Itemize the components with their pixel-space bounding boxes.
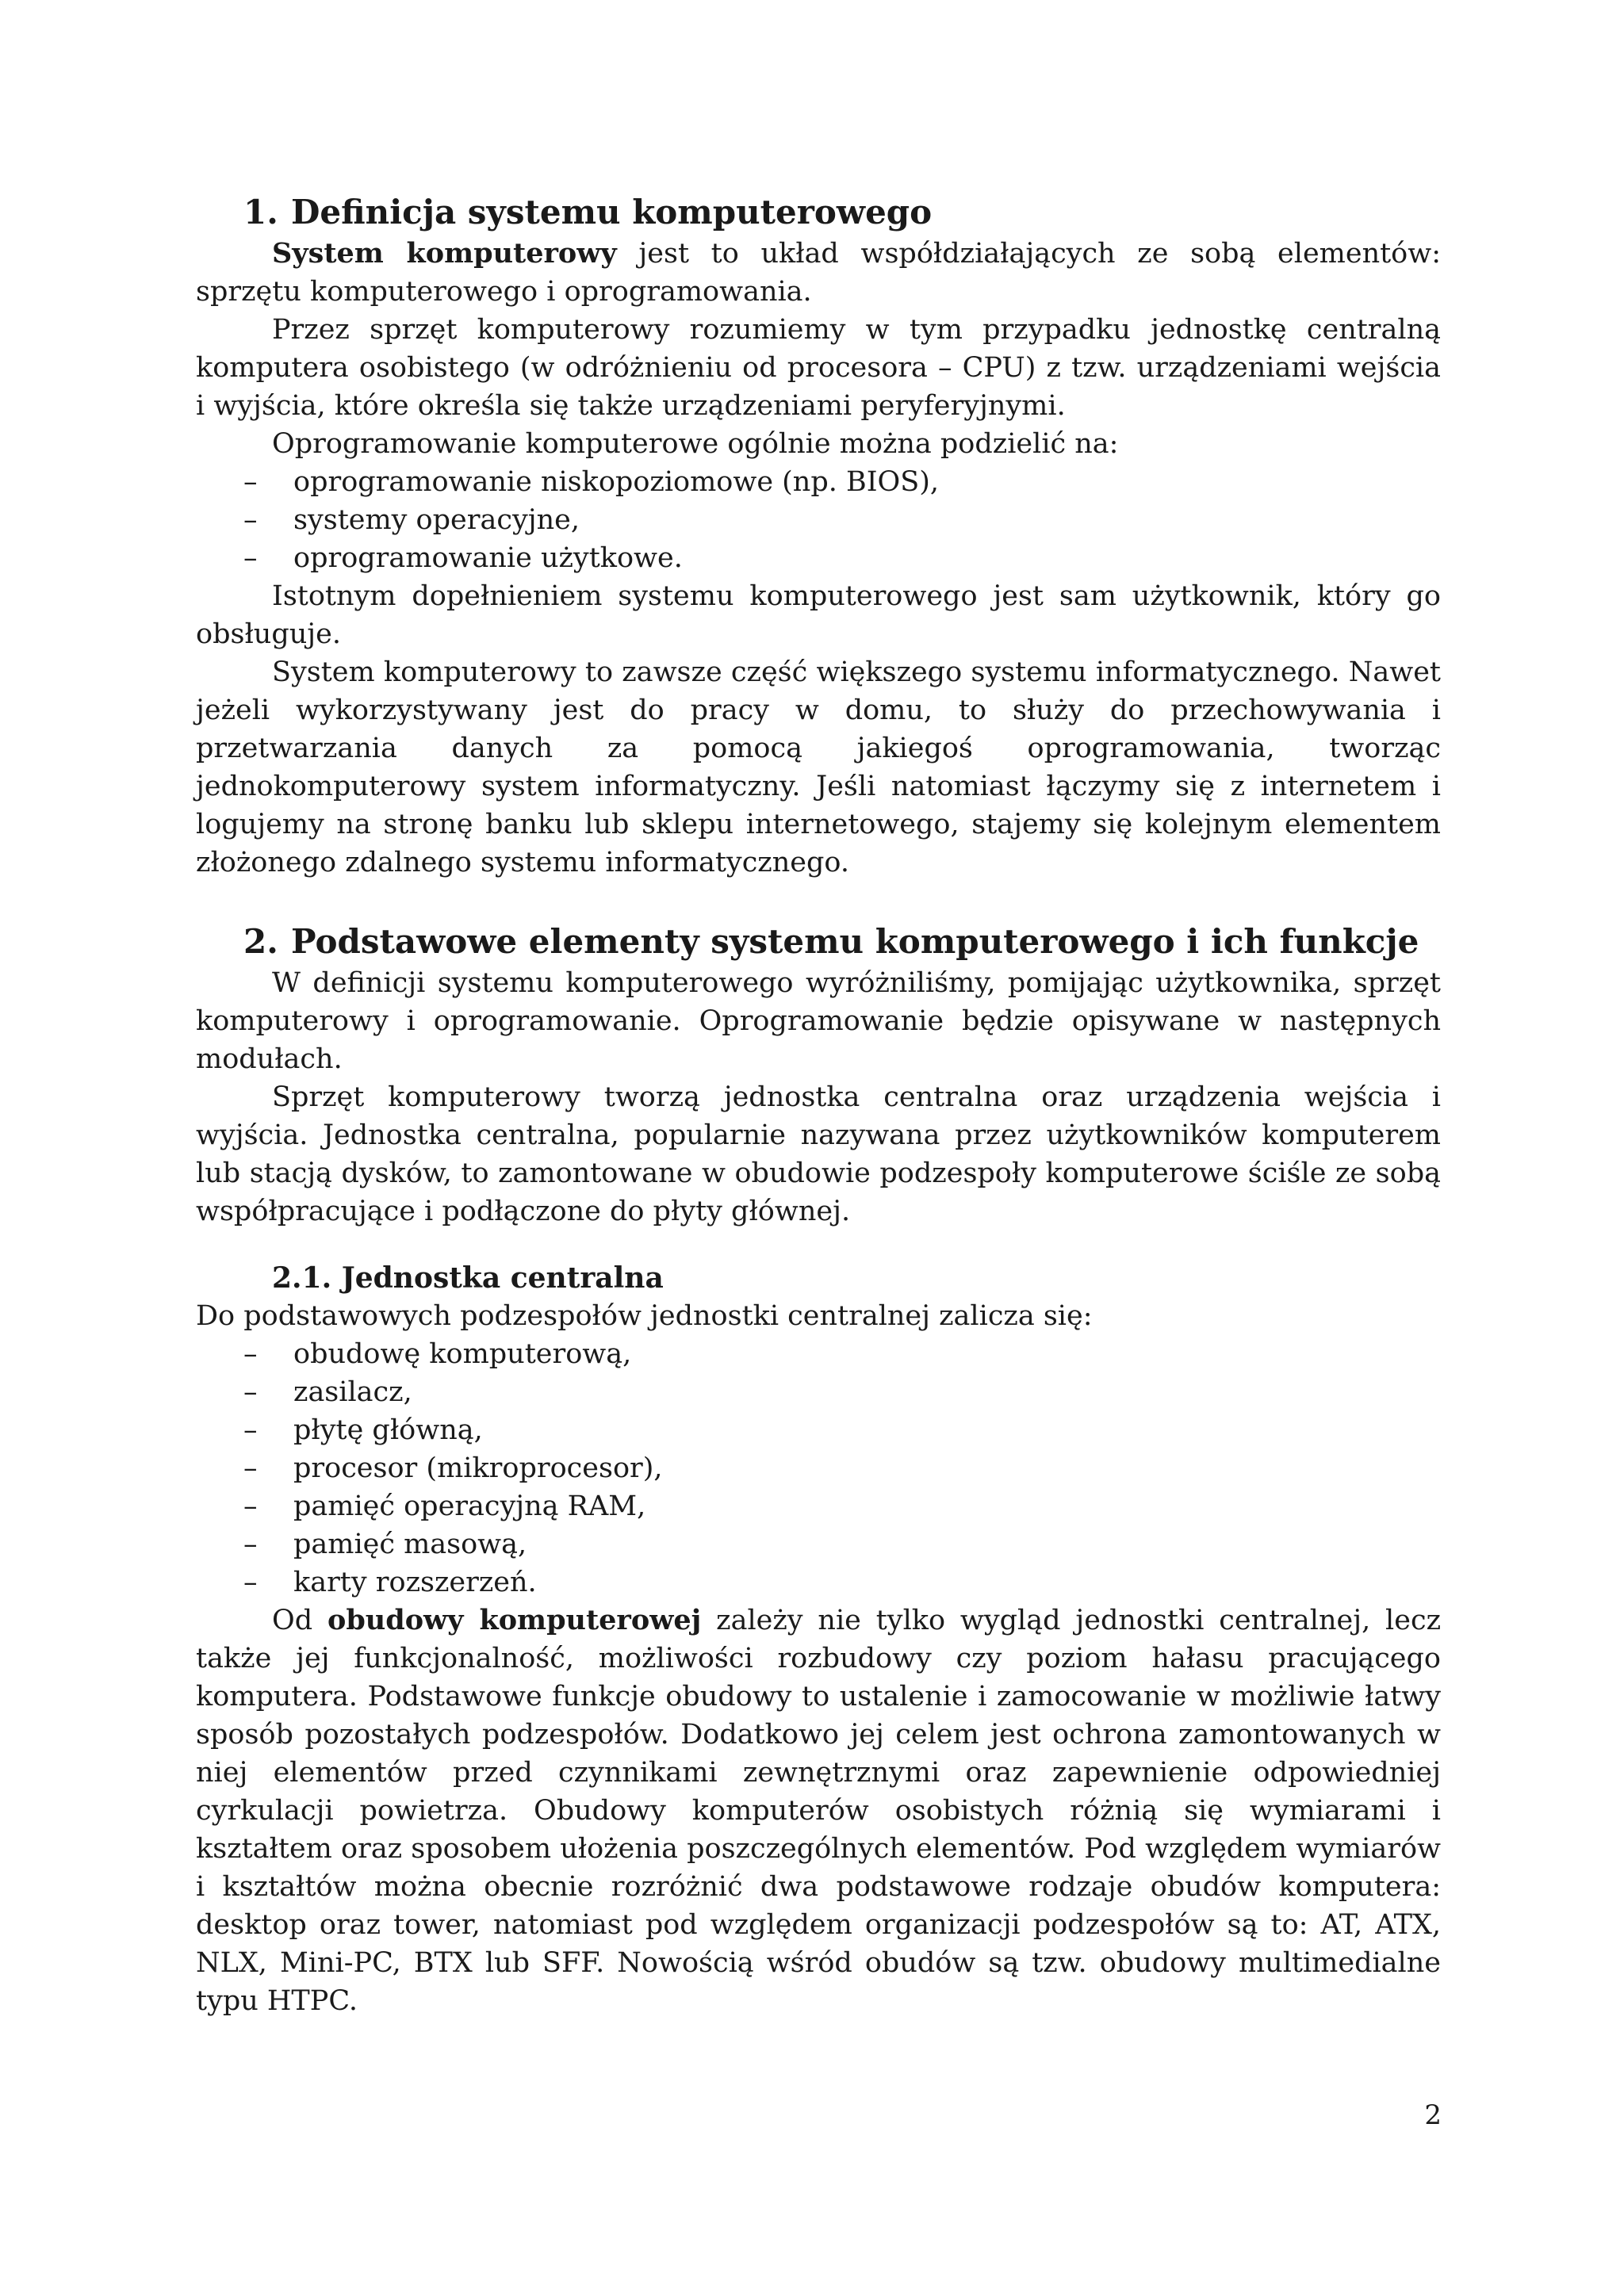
components-list: [196, 1335, 1441, 1601]
dash-marker: –: [243, 542, 258, 574]
list-item: – płytę główną,: [196, 1411, 1441, 1449]
dash-marker: –: [243, 1376, 258, 1408]
section-1-paragraph-5: System komputerowy to zawsze część większego systemu informatycznego. Nawet jeżeli wykorzystywany jest do pracy w domu, to służy do przechowywania i przetwarzania danych za pomocą jakiegoś oprogramowania, tworząc jednokomputerowy system informatyczny. Jeśli natomiast łączymy się z internetem i logujemy na stronę banku lub sklepu internetowego, stajemy się kolejnym elementem złożonego zdalnego systemu informatycznego.: [196, 656, 1441, 878]
section-1-paragraph-1: [196, 235, 1441, 311]
list-item: – obudowę komputerową,: [196, 1335, 1441, 1373]
list-item: – systemy operacyjne,: [196, 501, 1441, 539]
list-item: – procesor (mikroprocesor),: [196, 1449, 1441, 1487]
section-1-heading: [196, 190, 1441, 235]
term-obudowa-komputerowa: obudowy komputerowej: [327, 1604, 702, 1636]
spacer: [196, 882, 1441, 920]
dash-marker: –: [243, 1490, 258, 1522]
list-item: – zasilacz,: [196, 1373, 1441, 1411]
section-1-paragraph-1-text: jest to układ współdziałających ze sobą elementów: sprzętu komputerowego i oprogramowania.: [196, 238, 1441, 308]
list-item: – pamięć masową,: [196, 1525, 1441, 1563]
section-2-1-heading: 2.1. Jednostka centralna: [272, 1261, 664, 1295]
list-item: – karty rozszerzeń.: [196, 1563, 1441, 1601]
dash-marker: –: [243, 466, 258, 498]
section-1-paragraph-3: Oprogramowanie komputerowe ogólnie można podzielić na:: [272, 428, 1119, 460]
document-page: [196, 190, 1441, 2020]
spacer: [196, 1230, 1441, 1259]
section-1-paragraph-4: Istotnym dopełnieniem systemu komputerowego jest sam użytkownik, który go obsługuje.: [196, 580, 1441, 650]
dash-marker: –: [243, 1567, 258, 1598]
section-1-number: 1.: [243, 193, 278, 232]
dash-marker: –: [243, 1529, 258, 1560]
section-2-paragraph-1: W definicji systemu komputerowego wyróżniliśmy, pomijając użytkownika, sprzęt komputerowy i oprogramowanie. Oprogramowanie będzie opisywane w następnych modułach.: [196, 967, 1441, 1075]
term-system-komputerowy: System komputerowy: [272, 237, 617, 270]
list-item: – oprogramowanie użytkowe.: [196, 539, 1441, 577]
list-item: – oprogramowanie niskopoziomowe (np. BIOS),: [196, 463, 1441, 501]
section-2-1-intro: Do podstawowych podzespołów jednostki centralnej zalicza się:: [196, 1300, 1093, 1332]
section-2-number: 2.: [243, 922, 278, 961]
dash-marker: –: [243, 1452, 258, 1484]
dash-marker: –: [243, 1414, 258, 1446]
section-2-1-paragraph: Od obudowy komputerowej zależy nie tylko wygląd jednostki centralnej, lecz także jej funkcjonalność, możliwości rozbudowy czy poziom hałasu pracującego komputera. Podstawowe funkcje obudowy to ustalenie i zamocowanie w możliwie łatwy sposób pozostałych podzespołów. Dodatkowo jej celem jest ochrona zamontowanych w niej elementów przed czynnikami zewnętrznymi oraz zapewnienie odpowiedniej cyrkulacji powietrza. Obudowy komputerów osobistych różnią się wymiarami i kształtem oraz sposobem ułożenia poszczególnych elementów. Pod względem wymiarów i kształtów można obecnie rozróżnić dwa podstawowe rodzaje obudów komputera: desktop oraz tower, natomiast pod względem organizacji podzespołów są to: AT, ATX, NLX, Mini-PC, BTX lub SFF. Nowością wśród obudów są tzw. obudowy multimedialne typu HTPC.: [196, 1604, 1442, 2017]
section-2-paragraph-2: Sprzęt komputerowy tworzą jednostka centralna oraz urządzenia wejścia i wyjścia. Jednostka centralna, popularnie nazywana przez użytkowników komputerem lub stacją dysków, to zamontowane w obudowie podzespoły komputerowe ściśle ze sobą współpracujące i podłączone do płyty głównej.: [196, 1081, 1441, 1227]
list-item: – pamięć operacyjną RAM,: [196, 1487, 1441, 1525]
section-1-paragraph-2: Przez sprzęt komputerowy rozumiemy w tym przypadku jednostkę centralną komputera osobistego (w odróżnieniu od procesora – CPU) z tzw. urządzeniami wejścia i wyjścia, które określa się także urządzeniami peryferyjnymi.: [196, 314, 1441, 422]
page-number: 2: [1424, 2099, 1442, 2131]
section-2-title: Podstawowe elementy systemu komputerowego i ich funkcje: [291, 922, 1419, 961]
dash-marker: –: [243, 504, 258, 536]
section-1-title: Definicja systemu komputerowego: [291, 193, 933, 232]
software-types-list: [196, 463, 1441, 577]
dash-marker: –: [243, 1338, 258, 1370]
section-2-heading: [196, 920, 1441, 964]
